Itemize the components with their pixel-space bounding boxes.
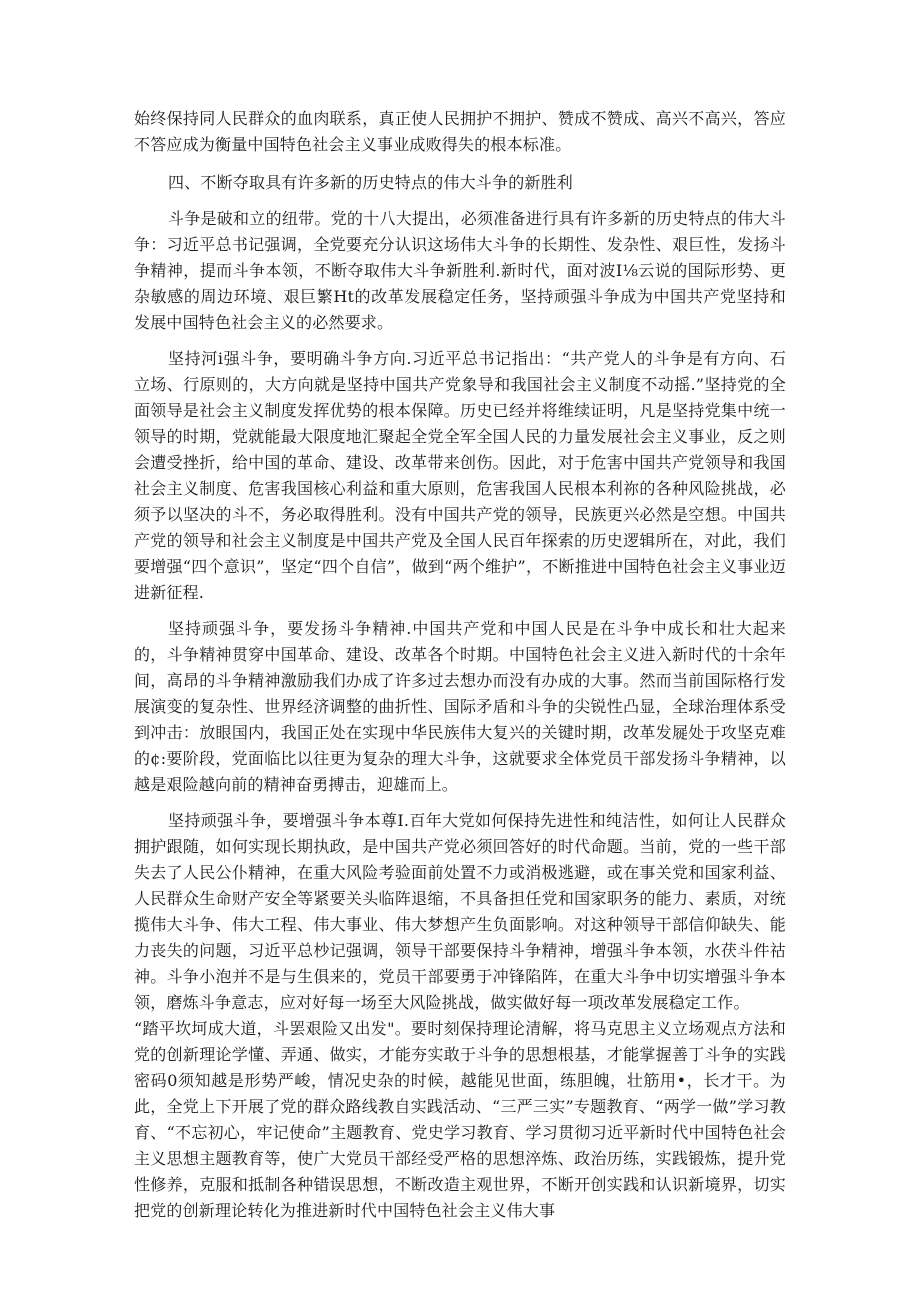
section-heading: 四、不断夺取具有许多新的历史特点的伟大斗争的新胜利 <box>168 173 574 192</box>
paragraph-continued: 始终保持同人民群众的血肉联系，真正使人民拥护不拥护、赞成不赞成、高兴不高兴，答应不答应成为衡量中国特色社会主义事业成败得失的根本标准。 <box>134 109 786 154</box>
paragraph-struggle-ability: 坚持顽强斗争，要增强斗争本尊I.百年大党如何保持先进性和纯洁性，如何让人民群众拥护跟随，如何实现长期执政，是中国共产党必须回答好的时代命题。当前，党的一些干部失去了人民公仆精神，在重大风险考验面前处置不力或消极逃避，或在事关党和国家利益、人民群众生命财产安全等紧要关头临阵退缩，不具备担任党和国家职务的能力、素质，对统揽伟大斗争、伟大工程、伟大事业、伟大梦想产生负面影响。对这种领导干部信仰缺失、能力丧失的问题，习近平总杪记强调，领导干部要保持斗争精神，增强斗争本领，水茯斗件祜神。斗争小泡并不是与生俱来的，党员干部要勇于冲锋陷阵，在重大斗争中切实增强斗争本领，磨炼斗争意志，应对好每一场至大风险挑战，做实做好每一项改革发展稳定工作。 <box>134 811 786 1012</box>
document-page <box>134 106 786 1224</box>
paragraph-struggle-spirit: 坚持顽强斗争，要发扬斗争精神.中国共产党和中国人民是在斗争中成长和壮大起来的，斗争精神贯穿中国革命、建设、改革各个时期。中国特色社会主义进入新时代的十余年间，高昂的斗争精神激励我们办成了许多过去想办而没有办成的大事。然而当前国际格行发展演变的复杂性、世界经济调整的曲折性、国际矛盾和斗争的尖锐性凸显，全球治理体系受到冲击：放眼国内，我国正处在实现中华民族伟大复兴的关键时期，改革发屣处于攻坚克难的¢:要阶段，党面临比以往更为复杂的理大斗争，这就要求全体党员干部发扬斗争精神，以越是艰险越向前的精神奋勇搏击，迎雄而上。 <box>134 619 786 794</box>
paragraph-theory: “踏平坎坷成大道，斗罢艰险又出发"。要时刻保持理论清解，将马克思主义立场观点方法和党的创新理论学懂、弄通、做实，才能夯实敢于斗争的思想根基，才能掌握善丁斗争的实践密码0须知越是形势严峻，情况史杂的时候，越能见世面，练胆魄，壮筋用•，长才干。为此，全党上下开展了党的群众路线教自实践活动、“三严三实”专题教育、“两学一做”学习教育、“不忘初心，牢记使命”主题教育、党史学习教育、学习贯彻习近平新时代中国特色社会主义思想主题教育等，使广大党员干部经受严格的思想淬炼、政治历练，实践锻炼，提升党性修养，克服和抵制各种错误思想，不断改造主观世界，不断开创实践和认识新境界，切实把党的创新理论转化为推进新时代中国特色社会主义伟大事 <box>134 1019 786 1220</box>
paragraph-struggle-direction: 坚持河i强斗争，要明确斗争方向.习近平总书记指出：“共产党人的斗争是有方向、石立场、行原则的，大方向就是坚持中国共产党象导和我国社会主义制度不动摇.”坚持党的全面领导是社会主义制度发挥优势的根本保障。历史已经并将维续证明，凡是坚持党集中统一领导的时期，党就能最大限度地汇聚起全党全军全国人民的力量发展社会主义事业，反之则会遭受挫折，给中国的革命、建设、改革带来创伤。因此，对于危害中国共产党领导和我国社会主义制度、危害我国核心利益和重大原则，危害我国人民根本利祢的各种风险挑战，必须予以坚决的斗不，务必取得胜利。没有中国共产党的领导，民族更兴必然是空想。中国共产党的领导和社会主义制度是中国共产党及全国人民百年探索的历史逻辑所在，对此，我们要增强“四个意识”，坚定“四个自信”，做到“两个维护”，不断推进中国特色社会主义事业迈进新征程. <box>134 349 786 602</box>
paragraph-struggle-intro: 斗争是破和立的纽带。党的十八大提出，必须准备进行具有许多新的历史特点的伟大斗争：习近平总书记强调，全党要充分认识这场伟大斗争的长期性、发杂性、艰巨性，发扬斗争精神，提而斗争本领，不断夺取伟大斗争新胜利.新时代，面对波I⅛云说的国际形势、更杂敏感的周边环境、艰巨繁Ht的改革发展稳定任务，坚持顽强斗争成为中国共产党坚持和发展中国特色社会主义的必然要求。 <box>134 209 786 332</box>
